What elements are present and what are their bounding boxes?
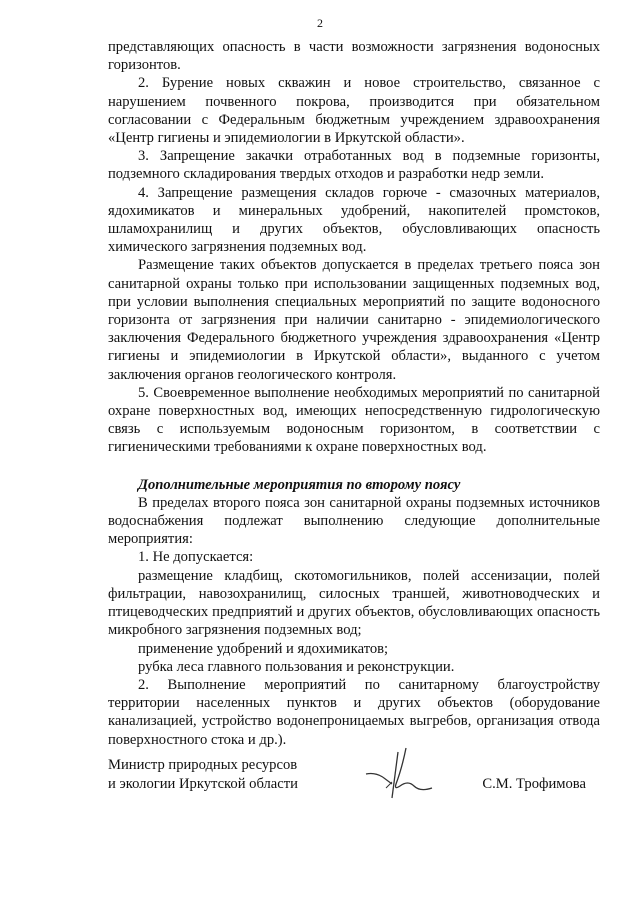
page-number: 2 bbox=[317, 16, 323, 30]
paragraph-logging: рубка леса главного пользования и реконструкции. bbox=[138, 658, 455, 675]
paragraph-placement-conditions: Размещение таких объектов допускается в пределах третьего пояса зон санитарной охраны только при использовании защищенных подземных вод, при условии выполнения специальных мероприятий по защите водоносного горизонта от загрязнения при наличии санитарно - эпидемиологического заключения Федерального бюджетного учреждения здравоохранения «Центр гигиены и эпидемиологии в Иркутской области», выданного с учетом заключения органов геологического контроля. bbox=[108, 257, 600, 383]
signatory-title bbox=[108, 756, 298, 794]
paragraph-forbidden-objects: размещение кладбищ, скотомогильников, полей ассенизации, полей фильтрации, навозохранилищ, силосных траншей, животноводческих и птицеводческих предприятий и других объектов, обусловливающих опасность микробного загрязнения подземных вод; bbox=[108, 567, 600, 639]
handwritten-signature bbox=[362, 744, 442, 802]
paragraph-not-allowed: 1. Не допускается: bbox=[138, 549, 254, 566]
paragraph-sanitary-improvement: 2. Выполнение мероприятий по санитарному благоустройству территории населенных пунктов и других объектов (оборудование канализацией, устройство водонепроницаемых выгребов, организация отвода поверхностного стока и др.). bbox=[108, 676, 600, 748]
signatory-name: С.М. Трофимова bbox=[482, 776, 586, 792]
paragraph-item-2: 2. Бурение новых скважин и новое строительство, связанное с нарушением почвенного покрова, производится при обязательном согласовании с Федеральным бюджетным учреждением здравоохранения «Центр гигиены и эпидемиологии в Иркутской области». bbox=[108, 75, 600, 147]
paragraph-item-3: 3. Запрещение закачки отработанных вод в подземные горизонты, подземного складирования твердых отходов и разработки недр земли. bbox=[108, 148, 600, 183]
paragraph-fertilizers: применение удобрений и ядохимикатов; bbox=[138, 640, 389, 657]
paragraph-second-zone-intro: В пределах второго пояса зон санитарной охраны подземных источников водоснабжения подлежат выполнению следующие дополнительные мероприятия: bbox=[108, 494, 600, 548]
paragraph-item-5: 5. Своевременное выполнение необходимых мероприятий по санитарной охране поверхностных вод, имеющих непосредственную гидрологическую связь с используемым водоносным горизонтом, в соответствии с гигиеническими требованиями к охране поверхностных вод. bbox=[108, 384, 600, 456]
signatory-title-line-1: Министр природных ресурсов bbox=[108, 757, 298, 773]
signature-block bbox=[108, 756, 600, 806]
paragraph-item-4: 4. Запрещение размещения складов горюче - смазочных материалов, ядохимикатов и минеральных удобрений, накопителей промстоков, шламохранилищ и других объектов, обусловливающих опасность химического загрязнения подземных вод. bbox=[108, 184, 600, 256]
paragraph-continuation: представляющих опасность в части возможности загрязнения водоносных горизонтов. bbox=[108, 39, 600, 74]
document-body bbox=[108, 38, 600, 749]
signatory-title-line-2: и экологии Иркутской области bbox=[108, 776, 298, 792]
section-heading: Дополнительные мероприятия по второму поясу bbox=[138, 476, 461, 493]
